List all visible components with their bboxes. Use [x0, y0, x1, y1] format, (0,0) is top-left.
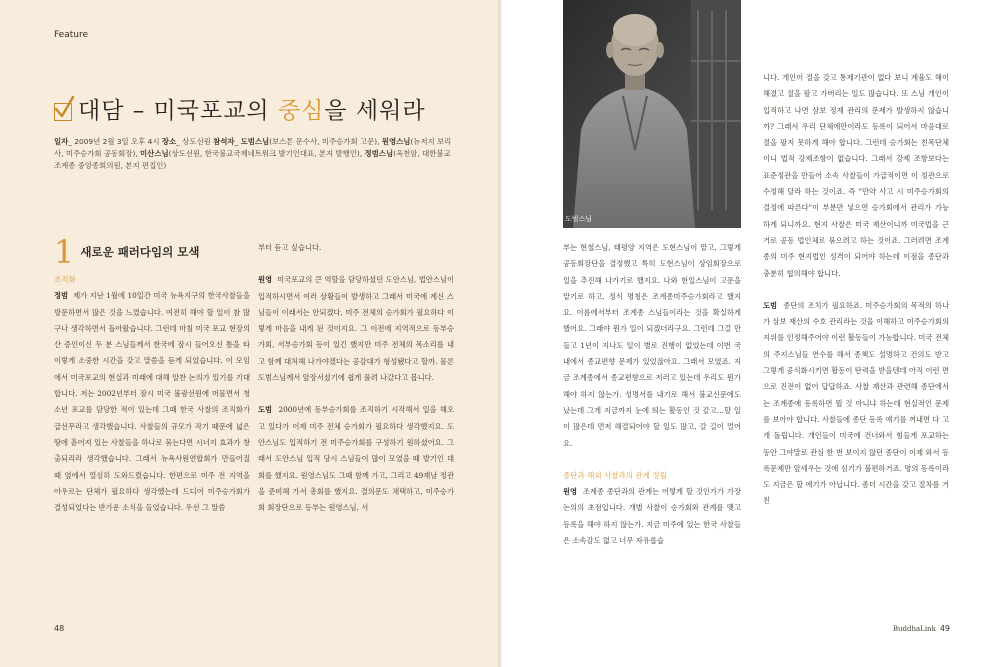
title-text	[78, 92, 426, 125]
title-suffix: 을 세워라	[324, 98, 426, 124]
speaker-name: 정범	[54, 291, 69, 301]
article-title	[54, 92, 426, 125]
paragraph-text: 2000년에 동부승가회를 조직하기 시작해서 일을 해오고 있다가 이제 미주 전체 승가회가 필요하다 생각했지요. 도안스님도 입적하기 전 미주승가회를 구성하기 원하셨어요. 그래서 도안스님 입적 당시 스님들이 많이 모였을 때 발기인 대회를 했지요. 원영스님도 그때 함께 가고, 그리고 49재날 정관을 준비해 가서 총회를 했지요. 결의문도 채택하고, 미주승가회 회장단으로 등부는 원영스님, 서	[258, 405, 454, 513]
participant-name: 원영스님	[381, 137, 411, 146]
page-footer-right	[893, 624, 950, 633]
participant-name: 정범스님	[364, 149, 394, 158]
section-number: 1	[54, 233, 75, 271]
left-page	[0, 0, 498, 667]
participant-name: 도범스님	[240, 137, 270, 146]
participants-label: 참석자	[213, 137, 235, 146]
date-label: 일자	[54, 137, 69, 146]
paragraph	[258, 272, 454, 386]
paragraph-text: 종단의 조치가 필요하죠. 미주승가회의 목적의 하나가 삼보 재산의 수호 관리라는 것을 이해하고 미주승가회의 지위를 인정해주어야 이런 활동들이 가능합니다. 미국 전체의 주지스님들 연수를 해서 종책도 설명하고 건의도 받고 그렇게 공식화시키면 활동이 탄력을 받을텐데 아직 이런 면으로 진전이 없어 답답하죠. 사찰 재산과 관련해 종단에서는 조계종에 등록하면 뭘 것 아니냐 하는데 현실적인 문제를 보아야 합니다. 사찰들에 종단 등록 얘기를 꺼내면 다 고개 돌립니다. 개인들이 미국에 건너와서 힘들게 포교하는 동안 그야말로 관심 한 번 보이지 않던 종단이 이제 와서 등록문제만 앞세우는 것에 심기가 불편하거죠. 명의 등록이라도 지금은 할 애기가 아닙니다. 좀더 시간을 갖고 절차를 거친	[763, 300, 949, 506]
place-value: 상도선원	[182, 137, 211, 146]
participant-desc: (보스톤 문수사, 미주승가회 고문),	[269, 137, 380, 146]
paragraph-text: 조계종 종단과의 관계는 어떻게 할 것인가가 가장 논의의 초점입니다. 개별 사찰이 승가회와 관계를 맺고 등록을 해야 하지 않는가. 지금 미주에 있는 한국 사찰들은 소속감도 없고 너무 자유롭습	[563, 487, 741, 546]
paragraph-text: 부는 현철스님, 태평양 지역은 도현스님이 맡고, 그렇게 공동회장단을 결정했고 특히 도현스님이 상임회장으로 일을 추진해 나가기로 했지요. 나와 현일스님이 고문을 맡기로 하고, 정식 명칭은 조계종미주승가회라고 했지요. 이름에서부터 조계종 스님들이라는 것을 확실하게 했어요. 그래야 뭔가 일이 되겠더라구요. 그런데 그걸 만들고 1년이 지나도 일이 별로 진행이 없었는데 이번 국내에서 종교편향 문제가 있었잖아요. 그래서 모였죠. 지금 조계종에서 종교편향으로 저러고 있는데 우리도 뭔가 해야 하지 않는가. 성명서를 내기로 해서 불교신문에도 났는데 그게 지금까지 눈에 띄는 활동인 것 같고…할 일이 많은데 먼저 해결되어야 할 일도 많고, 갈 길이 멀어요.	[563, 243, 741, 448]
paragraph-text: 제가 지난 1월에 10일간 미국 뉴욕지구의 한국사찰들을 방문하면서 많은 것을 느꼈습니다. 여전히 해야 할 일이 참 많구나 생각하면서 돌아왔습니다. 그런데 마침 미국 포교 현장의 산 증인이신 두 분 스님들께서 한국에 잠시 들어오신 틈을 타 이렇게 소중한 시간을 갖고 말씀을 듣게 되었습니다. 이 모임에서 미국포교의 현실과 미래에 대해 알찬 논의가 있기를 기대합니다. 저는 2002년부터 잠시 미국 불광선원에 머물면서 청소년 포교를 담당한 적이 있는데 그때 한국 사찰의 조직화가 급선무라고 생각했습니다. 사찰들의 규모가 작기 때문에 넓은 땅에 흩어져 있는 사찰들을 하나로 묶는다면 시너지 효과가 창출되리라 생각했습니다. 그래서 뉴욕사원연합회가 만들어질 때 옆에서 열심히 도와드렸습니다. 한편으로 미주 전 지역을 아우르는 단체가 필요하다 생각했는데 드디어 미주승가회가 결성되었다는 반가운 소식을 들었습니다. 우선 그 말씀	[54, 291, 250, 513]
article-meta: 일자_ 2009년 2월 3일 오후 4시 장소_ 상도선원 참석자_ 도범스님(보스톤 문수사, 미주승가회 고문), 원영스님(뉴저지 보리사, 미주승가회 공동회장), 미산스님(상도선원, 한국불교국제네트워크 발기인대표, 본지 발행인), 정범스님(옥천암, 대한불교조계종 중앙종회의원, 본지 편집인)	[54, 137, 452, 170]
text-column-2	[258, 240, 454, 516]
brand-name: BuddhaLink	[892, 625, 936, 633]
section-heading	[54, 233, 200, 271]
photo-caption: 도범스님	[565, 215, 593, 223]
participant-desc: (뉴저지 보리사, 미주승가회 공동회장),	[54, 137, 452, 158]
participant-desc: (상도선원, 한국불교국제네트워크 발기인대표, 본지 발행인),	[168, 149, 363, 158]
paragraph-text: 미국포교의 큰 역할을 담당하셨던 도안스님, 법안스님이 입적하시면서 여러 상황들이 발생하고 그래서 미국에 계신 스님들이 이래서는 안되겠다, 미주 전체의 승가회가 필요하다 이렇게 마음을 내게 된 것이지요. 그 이전에 지역적으로 동부승가회, 서부승가회 등이 있긴 했지만 미주 전체의 목소리를 내고 함께 대처해 나가야겠다는 공감대가 형성됐다고 할까. 물론 도범스님께서 앞장서셨기에 쉽게 풀려 나갔다고 봅니다.	[258, 275, 454, 383]
paragraph	[54, 288, 250, 516]
text-column-3	[563, 240, 741, 549]
place-label: 장소	[161, 137, 177, 146]
text-column-4	[763, 70, 949, 510]
date-value: 2009년 2월 3일 오후 4시	[74, 137, 160, 146]
paragraph	[563, 484, 741, 549]
speaker-name: 원영	[563, 487, 578, 497]
speaker-name: 도범	[258, 405, 273, 415]
paragraph-text: 니다. 개인이 절을 갖고 통제기관이 없다 보니 계율도 해이해졌고 절을 팔고 가버리는 일도 많습니다. 또 스님 개인이 입적하고 나면 삼보 정재 관리의 문제가 발생하지 않습니까? 그래서 우리 단체에만이라도 등록이 되어서 마음대로 절을 팔지 못하게 해야 합니다. 그런데 승가회는 친목단체이니 법적 강제조항이 없습니다. 그래서 강제 조항보다는 표준정관을 만들어 소속 사찰들이 가급적이면 이 정관으로 수정해 달라 하는 것이죠. 즉 "만약 사고 시 미주승가회의 결정에 따른다"이 부분만 넣으면 승가회에서 관리가 가능하게 되니까요. 현지 사찰은 미국 재산이니까 미국법을 근거로 공동 법인체로 묶으려고 하는 것이죠. 그러려면 조계종의 미주 현지법인 성격이 되어야 하는데 이점을 종단과 충분히 협의해야 합니다.	[763, 73, 949, 278]
section-tag: Feature	[54, 30, 89, 40]
checkbox-icon	[54, 103, 72, 121]
section-title: 새로운 패러다임의 모색	[80, 245, 200, 259]
title-prefix: 대담 – 미국포교의	[78, 98, 278, 124]
paragraph	[258, 402, 454, 516]
monk-photo	[563, 0, 741, 228]
subheading: 조직화	[54, 275, 76, 284]
title-highlight: 중심	[277, 98, 325, 124]
speaker-name: 원영	[258, 275, 273, 285]
page-number-left: 48	[54, 624, 65, 633]
paragraph-text: 부터 듣고 싶습니다.	[258, 243, 322, 252]
participant-desc: (옥천암, 대한불교조계종 중앙종회의원, 본지 편집인)	[54, 149, 451, 170]
paragraph	[763, 298, 949, 510]
participant-name: 미산스님	[140, 149, 169, 158]
text-column-1	[54, 272, 250, 516]
page-number-right: 49	[939, 624, 950, 633]
speaker-name: 도범	[763, 300, 778, 310]
subheading: 종단과 해외 사찰과의 관계 정립	[563, 470, 667, 480]
